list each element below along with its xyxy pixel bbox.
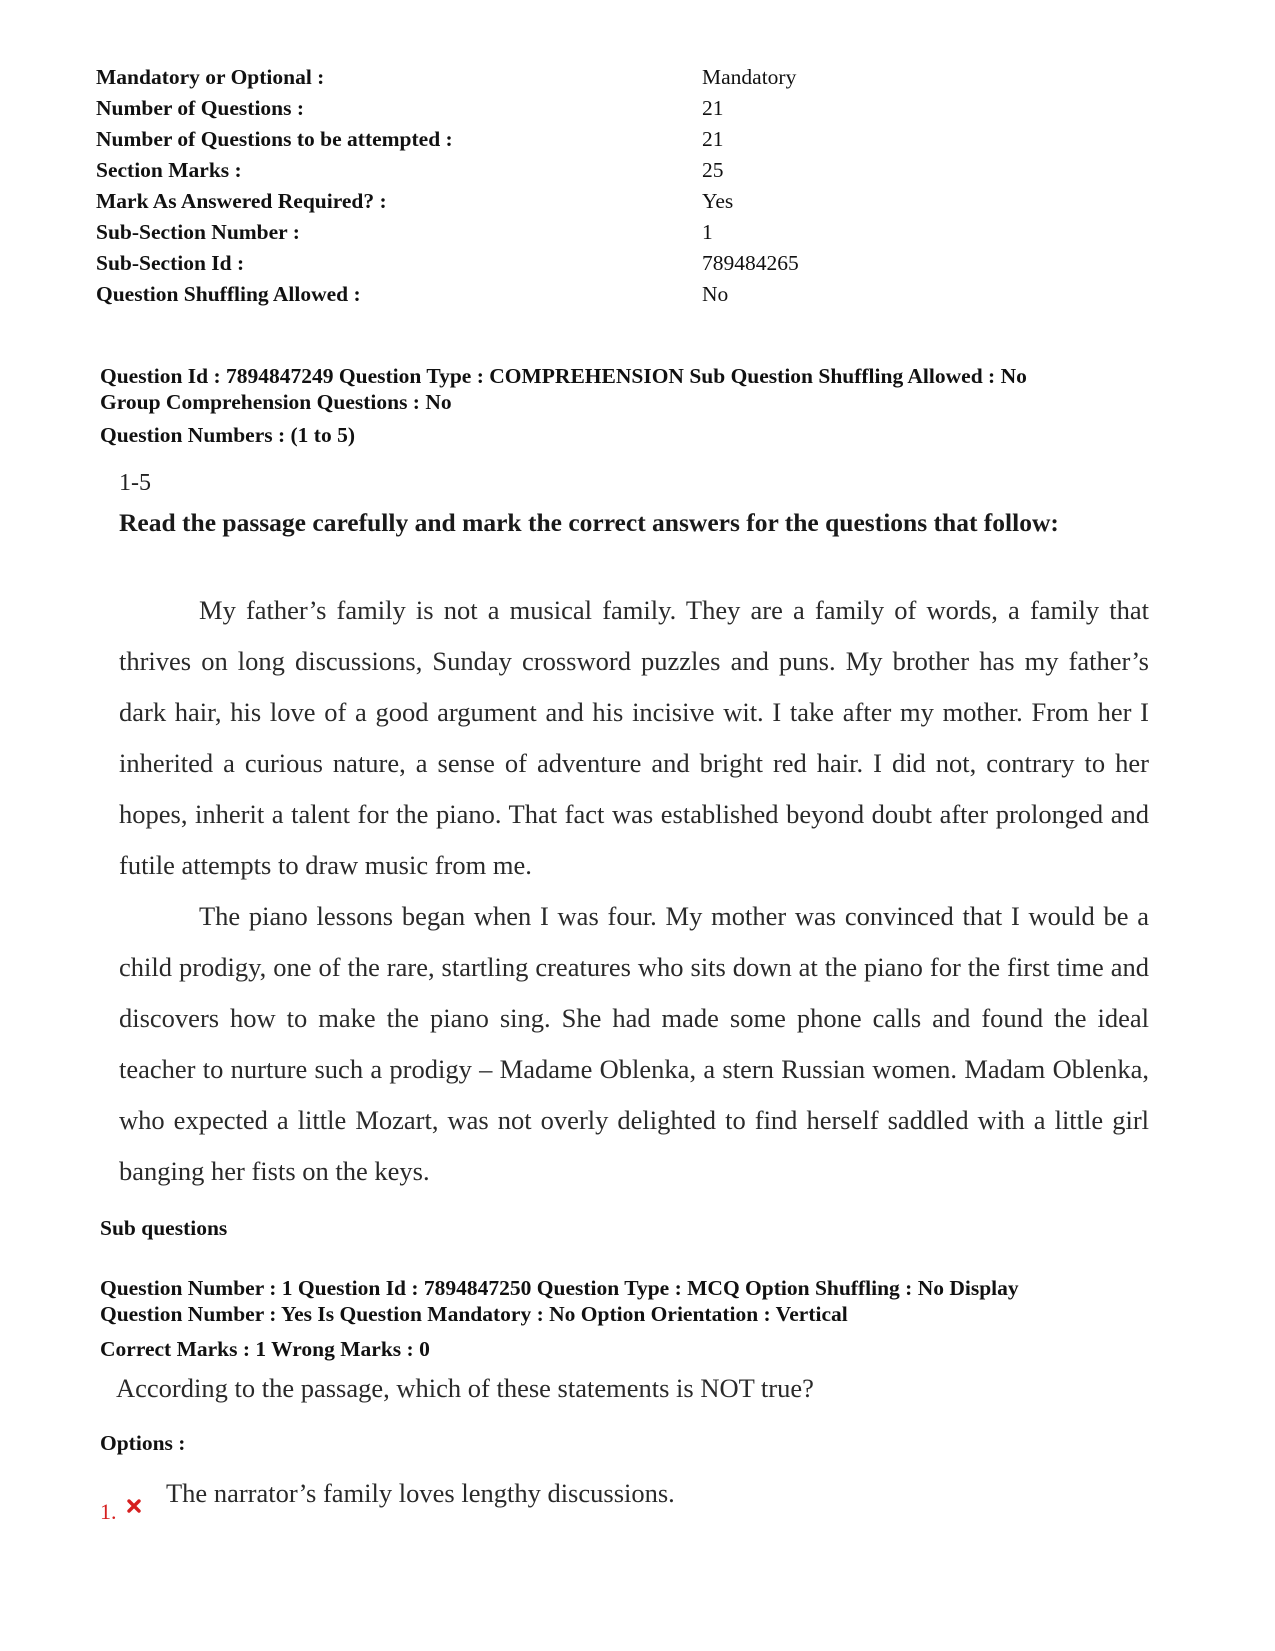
passage-paragraph: The piano lessons began when I was four. My mother was convinced that I would be a child prodigy, one of the rare, startling creatures who sits down at the piano for the first time and discovers how to make the piano sing. She had made some phone calls and found the ideal teacher to nurture such a prodigy – Madame Oblenka, a stern Russian women. Madam Oblenka, who expected a little Mozart, was not overly delighted to find herself saddled with a little girl banging her fists on the keys. xyxy=(119,901,1149,1186)
meta-value: 25 xyxy=(702,158,724,182)
marks-info: Correct Marks : 1 Wrong Marks : 0 xyxy=(100,1337,430,1361)
meta-row xyxy=(96,124,856,155)
meta-label: Sub-Section Id : xyxy=(96,251,245,275)
sub-question-header xyxy=(100,1275,1200,1327)
meta-value: 1 xyxy=(702,220,713,244)
meta-label: Mandatory or Optional : xyxy=(96,65,325,89)
option-item[interactable] xyxy=(100,1478,900,1528)
section-meta-table xyxy=(96,62,856,310)
meta-value: 21 xyxy=(702,127,724,151)
meta-label: Question Shuffling Allowed : xyxy=(96,282,361,306)
meta-value: No xyxy=(702,282,729,306)
sub-question-header-line: Question Number : 1 Question Id : 7894847250 Question Type : MCQ Option Shuffling : No Display xyxy=(100,1276,1019,1300)
meta-label: Sub-Section Number : xyxy=(96,220,300,244)
comprehension-header-line: Group Comprehension Questions : No xyxy=(100,390,452,414)
meta-label: Number of Questions : xyxy=(96,96,305,120)
option-number: 1. xyxy=(100,1499,117,1524)
passage-paragraph: My father’s family is not a musical family. They are a family of words, a family that thrives on long discussions, Sunday crossword puzzles and puns. My brother has my father’s dark hair, his love of a good argument and his incisive wit. I take after my mother. From her I inherited a curious nature, a sense of adventure and bright red hair. I did not, contrary to her hopes, inherit a talent for the piano. That fact was established beyond doubt after prolonged and futile attempts to draw music from me. xyxy=(119,595,1149,880)
meta-label: Number of Questions to be attempted : xyxy=(96,127,453,151)
options-label: Options : xyxy=(100,1431,186,1455)
passage-range: 1-5 xyxy=(119,470,151,496)
meta-row xyxy=(96,217,856,248)
cross-icon xyxy=(126,1498,142,1514)
meta-label: Section Marks : xyxy=(96,158,242,182)
sub-question-header-line: Question Number : Yes Is Question Mandatory : No Option Orientation : Vertical xyxy=(100,1302,848,1326)
meta-row xyxy=(96,93,856,124)
question-numbers: Question Numbers : (1 to 5) xyxy=(100,423,355,447)
meta-label: Mark As Answered Required? : xyxy=(96,189,387,213)
comprehension-header-line: Question Id : 7894847249 Question Type : COMPREHENSION Sub Question Shuffling Allowed : No xyxy=(100,364,1027,388)
meta-value: Mandatory xyxy=(702,65,797,89)
sub-questions-label: Sub questions xyxy=(100,1216,228,1240)
question-text: According to the passage, which of these statements is NOT true? xyxy=(116,1373,814,1403)
passage-body xyxy=(119,585,1149,1197)
passage-instruction: Read the passage carefully and mark the correct answers for the questions that follow: xyxy=(119,508,1059,537)
option-text: The narrator’s family loves lengthy discussions. xyxy=(166,1478,675,1508)
meta-value: 789484265 xyxy=(702,251,799,275)
meta-row xyxy=(96,248,856,279)
comprehension-header xyxy=(100,363,1190,415)
meta-row xyxy=(96,279,856,310)
meta-row xyxy=(96,186,856,217)
meta-row xyxy=(96,155,856,186)
meta-value: Yes xyxy=(702,189,734,213)
meta-value: 21 xyxy=(702,96,724,120)
meta-row xyxy=(96,62,856,93)
